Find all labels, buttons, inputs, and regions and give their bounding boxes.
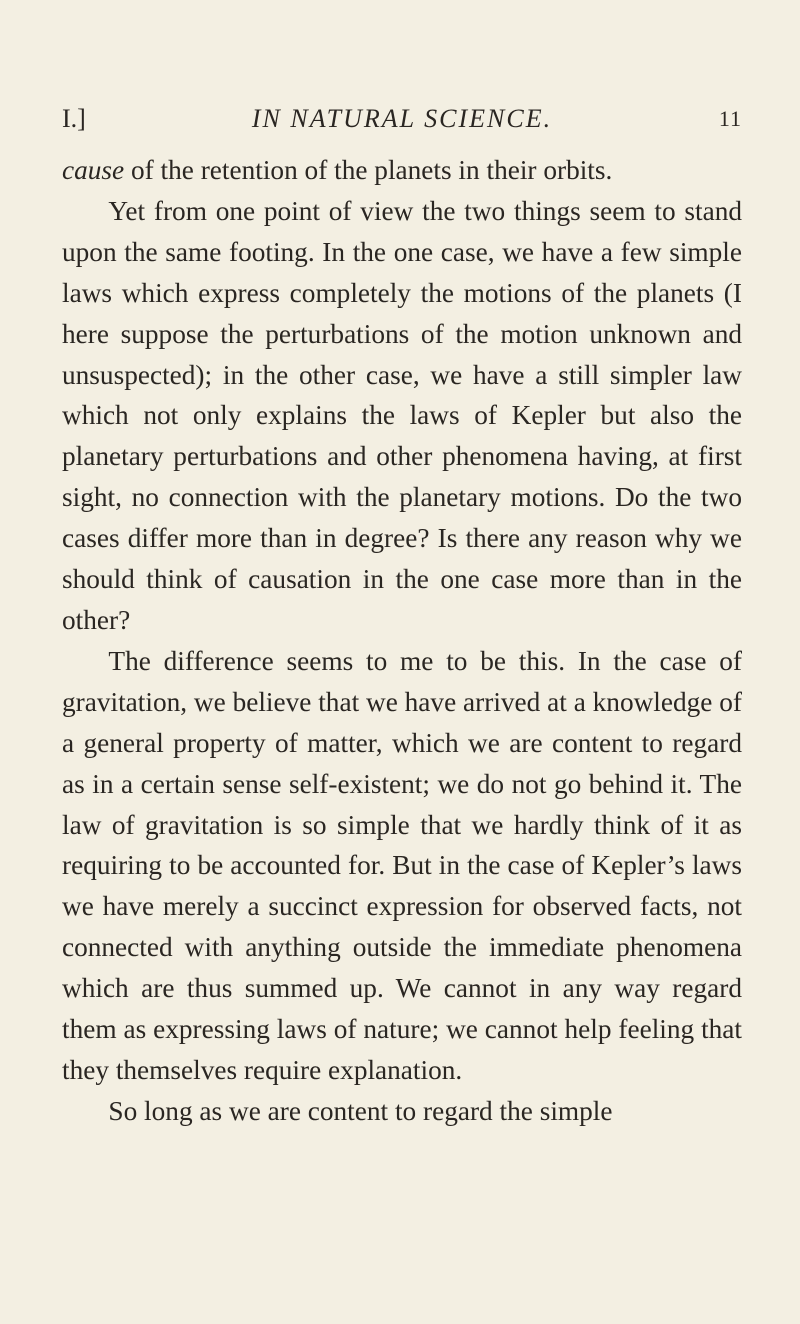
running-header (62, 104, 742, 140)
italic-word: cause (62, 155, 125, 185)
chapter-number: I.] (62, 104, 86, 133)
page-body (62, 150, 742, 1132)
paragraph-1 (62, 150, 742, 191)
paragraph-3: The difference seems to me to be this. In the case of gravitation, we believe that we have arrived at a knowledge of a general property of matter, which we are content to regard as in a certain sense self-existent; we do not go behind it. The law of gravitation is so simple that we hardly think of it as requiring to be accounted for. But in the case of Kepler’s laws we have merely a succinct expression for observed facts, not connected with anything outside the immediate phenomena which are thus summed up. We cannot in any way regard them as expressing laws of nature; we cannot help feeling that they themselves require explanation. (62, 645, 742, 1085)
paragraph-4: So long as we are content to regard the simple (108, 1095, 613, 1126)
paragraph-1-text: of the retention of the planets in their orbits. (124, 155, 613, 185)
page-number: 11 (718, 106, 742, 131)
running-title: IN NATURAL SCIENCE. (251, 104, 553, 133)
paragraph-2: Yet from one point of view the two things seem to stand upon the same footing. In the one case, we have a few simple laws which express completely the motions of the planets (I here suppose the perturbations of the motion unknown and unsuspected); in the other case, we have a still simpler law which not only explains the laws of Kepler but also the planetary perturbations and other phenomena having, at first sight, no connection with the planetary motions. Do the two cases differ more than in degree? Is there any reason why we should think of causation in the one case more than in the other? (62, 195, 742, 635)
